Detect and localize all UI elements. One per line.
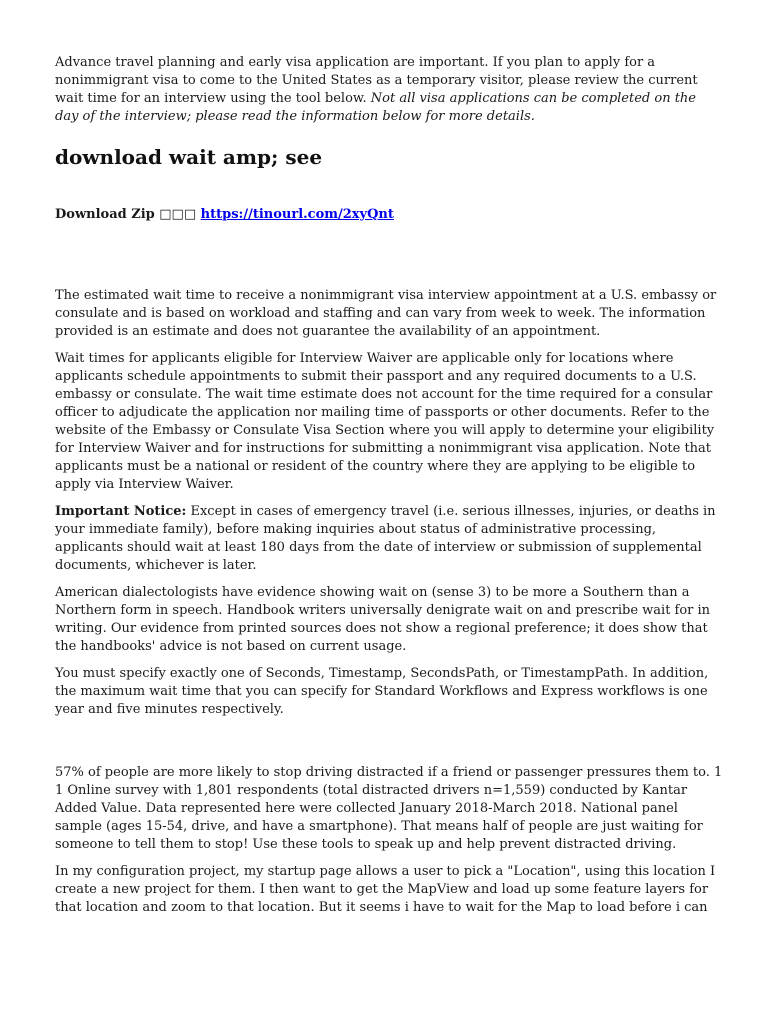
intro-italic-note: Not all visa applications can be completed on the day of the interview; please read the information below for more details.: [55, 91, 696, 124]
notice-label: Important Notice:: [55, 504, 187, 519]
paragraph-interview-waiver: Wait times for applicants eligible for Interview Waiver are applicable only for locations where applicants schedule appointments to submit their passport and any required documents to a U.S. embassy or consulate. The wait time estimate does not account for the time required for a consular officer to adjudicate the application nor mailing time of passports or other documents. Refer to the website of the Embassy or Consulate Visa Section where you will apply to determine your eligibility for Interview Waiver and for instructions for submitting a nonimmigrant visa application. Note that applicants must be a national or resident of the country where they are applying to be eligible to apply via Interview Waiver.: [55, 351, 715, 492]
download-link[interactable]: https://tinourl.com/2xyQnt: [200, 207, 394, 222]
page-title: download wait amp; see: [55, 145, 323, 169]
paragraph-wait-estimate: The estimated wait time to receive a nonimmigrant visa interview appointment at a U.S. embassy or consulate and is based on workload and staffing and can vary from week to week. The information provided is an estimate and does not guarantee the availability of an appointment.: [55, 288, 717, 339]
intro-text: Advance travel planning and early visa application are important. If you plan to apply for a nonimmigrant visa to come to the United States as a temporary visitor, please review the current wait time for an interview using the tool below.: [55, 55, 698, 106]
paragraph-configuration-project: In my configuration project, my startup page allows a user to pick a "Location", using this location I create a new project for them. I then want to get the MapView and load up some feature layers for that location and zoom to that location. But it seems i have to wait for the Map to load before i can: [55, 864, 716, 915]
download-label: Download Zip □□□: [55, 207, 201, 222]
paragraph-distracted-driving: 57% of people are more likely to stop driving distracted if a friend or passenger pressures them to. 1 1 Online survey with 1,801 respondents (total distracted drivers n=1,559) conducted by Kantar Added Value. Data represented here were collected January 2018-March 2018. National panel sample (ages 15-54, drive, and have a smartphone). That means half of people are just waiting for someone to tell them to stop! Use these tools to speak up and help prevent distracted driving.: [55, 765, 723, 852]
paragraph-workflows: You must specify exactly one of Seconds, Timestamp, SecondsPath, or TimestampPath. In addition, the maximum wait time that you can specify for Standard Workflows and Express workflows is one year and five minutes respectively.: [55, 666, 709, 717]
download-row: [55, 206, 723, 224]
paragraph-dialectologists: American dialectologists have evidence showing wait on (sense 3) to be more a Southern than a Northern form in speech. Handbook writers universally denigrate wait on and prescribe wait for in writing. Our evidence from printed sources does not show a regional preference; it does show that the handbooks' advice is not based on current usage.: [55, 585, 711, 654]
intro-paragraph: [55, 54, 723, 126]
paragraph-important-notice: [55, 503, 723, 575]
notice-text: Except in cases of emergency travel (i.e. serious illnesses, injuries, or deaths in your immediate family), before making inquiries about status of administrative processing, applicants should wait at least 180 days from the date of interview or submission of supplemental documents, whichever is later.: [55, 504, 716, 573]
article: [55, 54, 723, 917]
